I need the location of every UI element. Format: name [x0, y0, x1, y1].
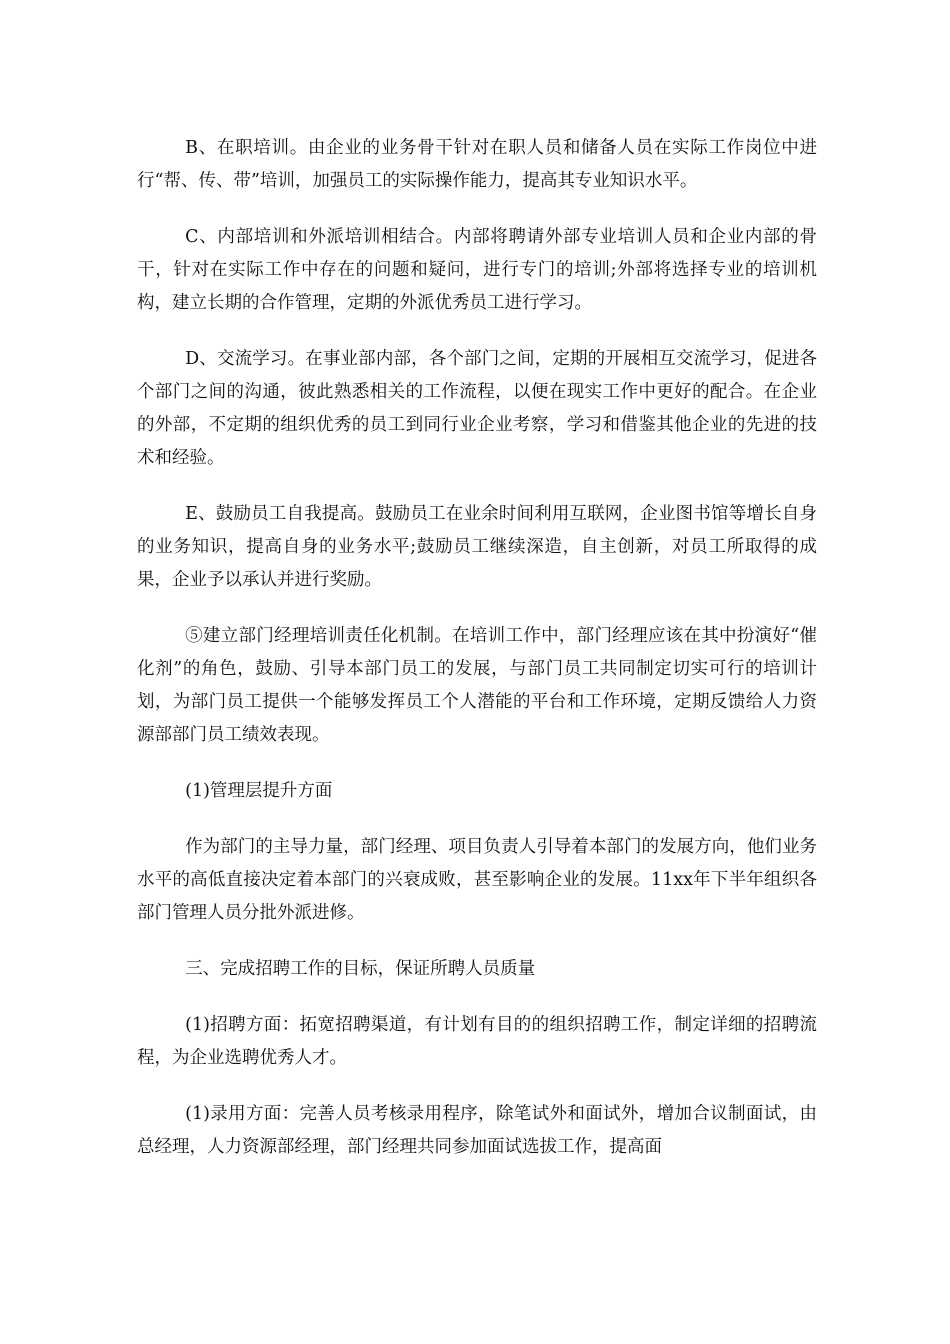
- paragraph-recruitment: (1)招聘方面：拓宽招聘渠道，有计划有目的的组织招聘工作，制定详细的招聘流程，为企业选聘优秀人才。: [137, 1015, 817, 1068]
- paragraph-exchange-learning: D、交流学习。在事业部内部，各个部门之间，定期的开展相互交流学习，促进各个部门之间的沟通，彼此熟悉相关的工作流程，以便在现实工作中更好的配合。在企业的外部，不定期的组织优秀的员工到同行业企业考察，学习和借鉴其他企业的先进的技术和经验。: [137, 349, 817, 468]
- heading-recruitment-goal: 三、完成招聘工作的目标，保证所聘人员质量: [185, 959, 536, 979]
- paragraph-hiring: (1)录用方面：完善人员考核录用程序，除笔试外和面试外，增加合议制面试，由总经理，人力资源部经理，部门经理共同参加面试选拔工作，提高面: [137, 1104, 817, 1157]
- heading-management-improvement: (1)管理层提升方面: [185, 781, 333, 801]
- paragraph-management-detail: 作为部门的主导力量，部门经理、项目负责人引导着本部门的发展方向，他们业务水平的高低直接决定着本部门的兴衰成败，甚至影响企业的发展。11xx年下半年组织各部门管理人员分批外派进修。: [137, 837, 817, 923]
- paragraph-manager-responsibility: ⑤建立部门经理培训责任化机制。在培训工作中，部门经理应该在其中扮演好“催化剂”的角色，鼓励、引导本部门员工的发展，与部门员工共同制定切实可行的培训计划，为部门员工提供一个能够发挥员工个人潜能的平台和工作环境，定期反馈给人力资源部部门员工绩效表现。: [137, 626, 817, 745]
- document-body: [137, 132, 817, 1187]
- paragraph-onjob-training: B、在职培训。由企业的业务骨干针对在职人员和储备人员在实际工作岗位中进行“帮、传、带”培训，加强员工的实际操作能力，提高其专业知识水平。: [137, 138, 817, 191]
- paragraph-internal-external-training: C、内部培训和外派培训相结合。内部将聘请外部专业培训人员和企业内部的骨干，针对在实际工作中存在的问题和疑问，进行专门的培训;外部将选择专业的培训机构，建立长期的合作管理，定期的外派优秀员工进行学习。: [137, 227, 817, 313]
- paragraph-self-improvement: E、鼓励员工自我提高。鼓励员工在业余时间利用互联网，企业图书馆等增长自身的业务知识，提高自身的业务水平;鼓励员工继续深造，自主创新，对员工所取得的成果，企业予以承认并进行奖励。: [137, 504, 817, 590]
